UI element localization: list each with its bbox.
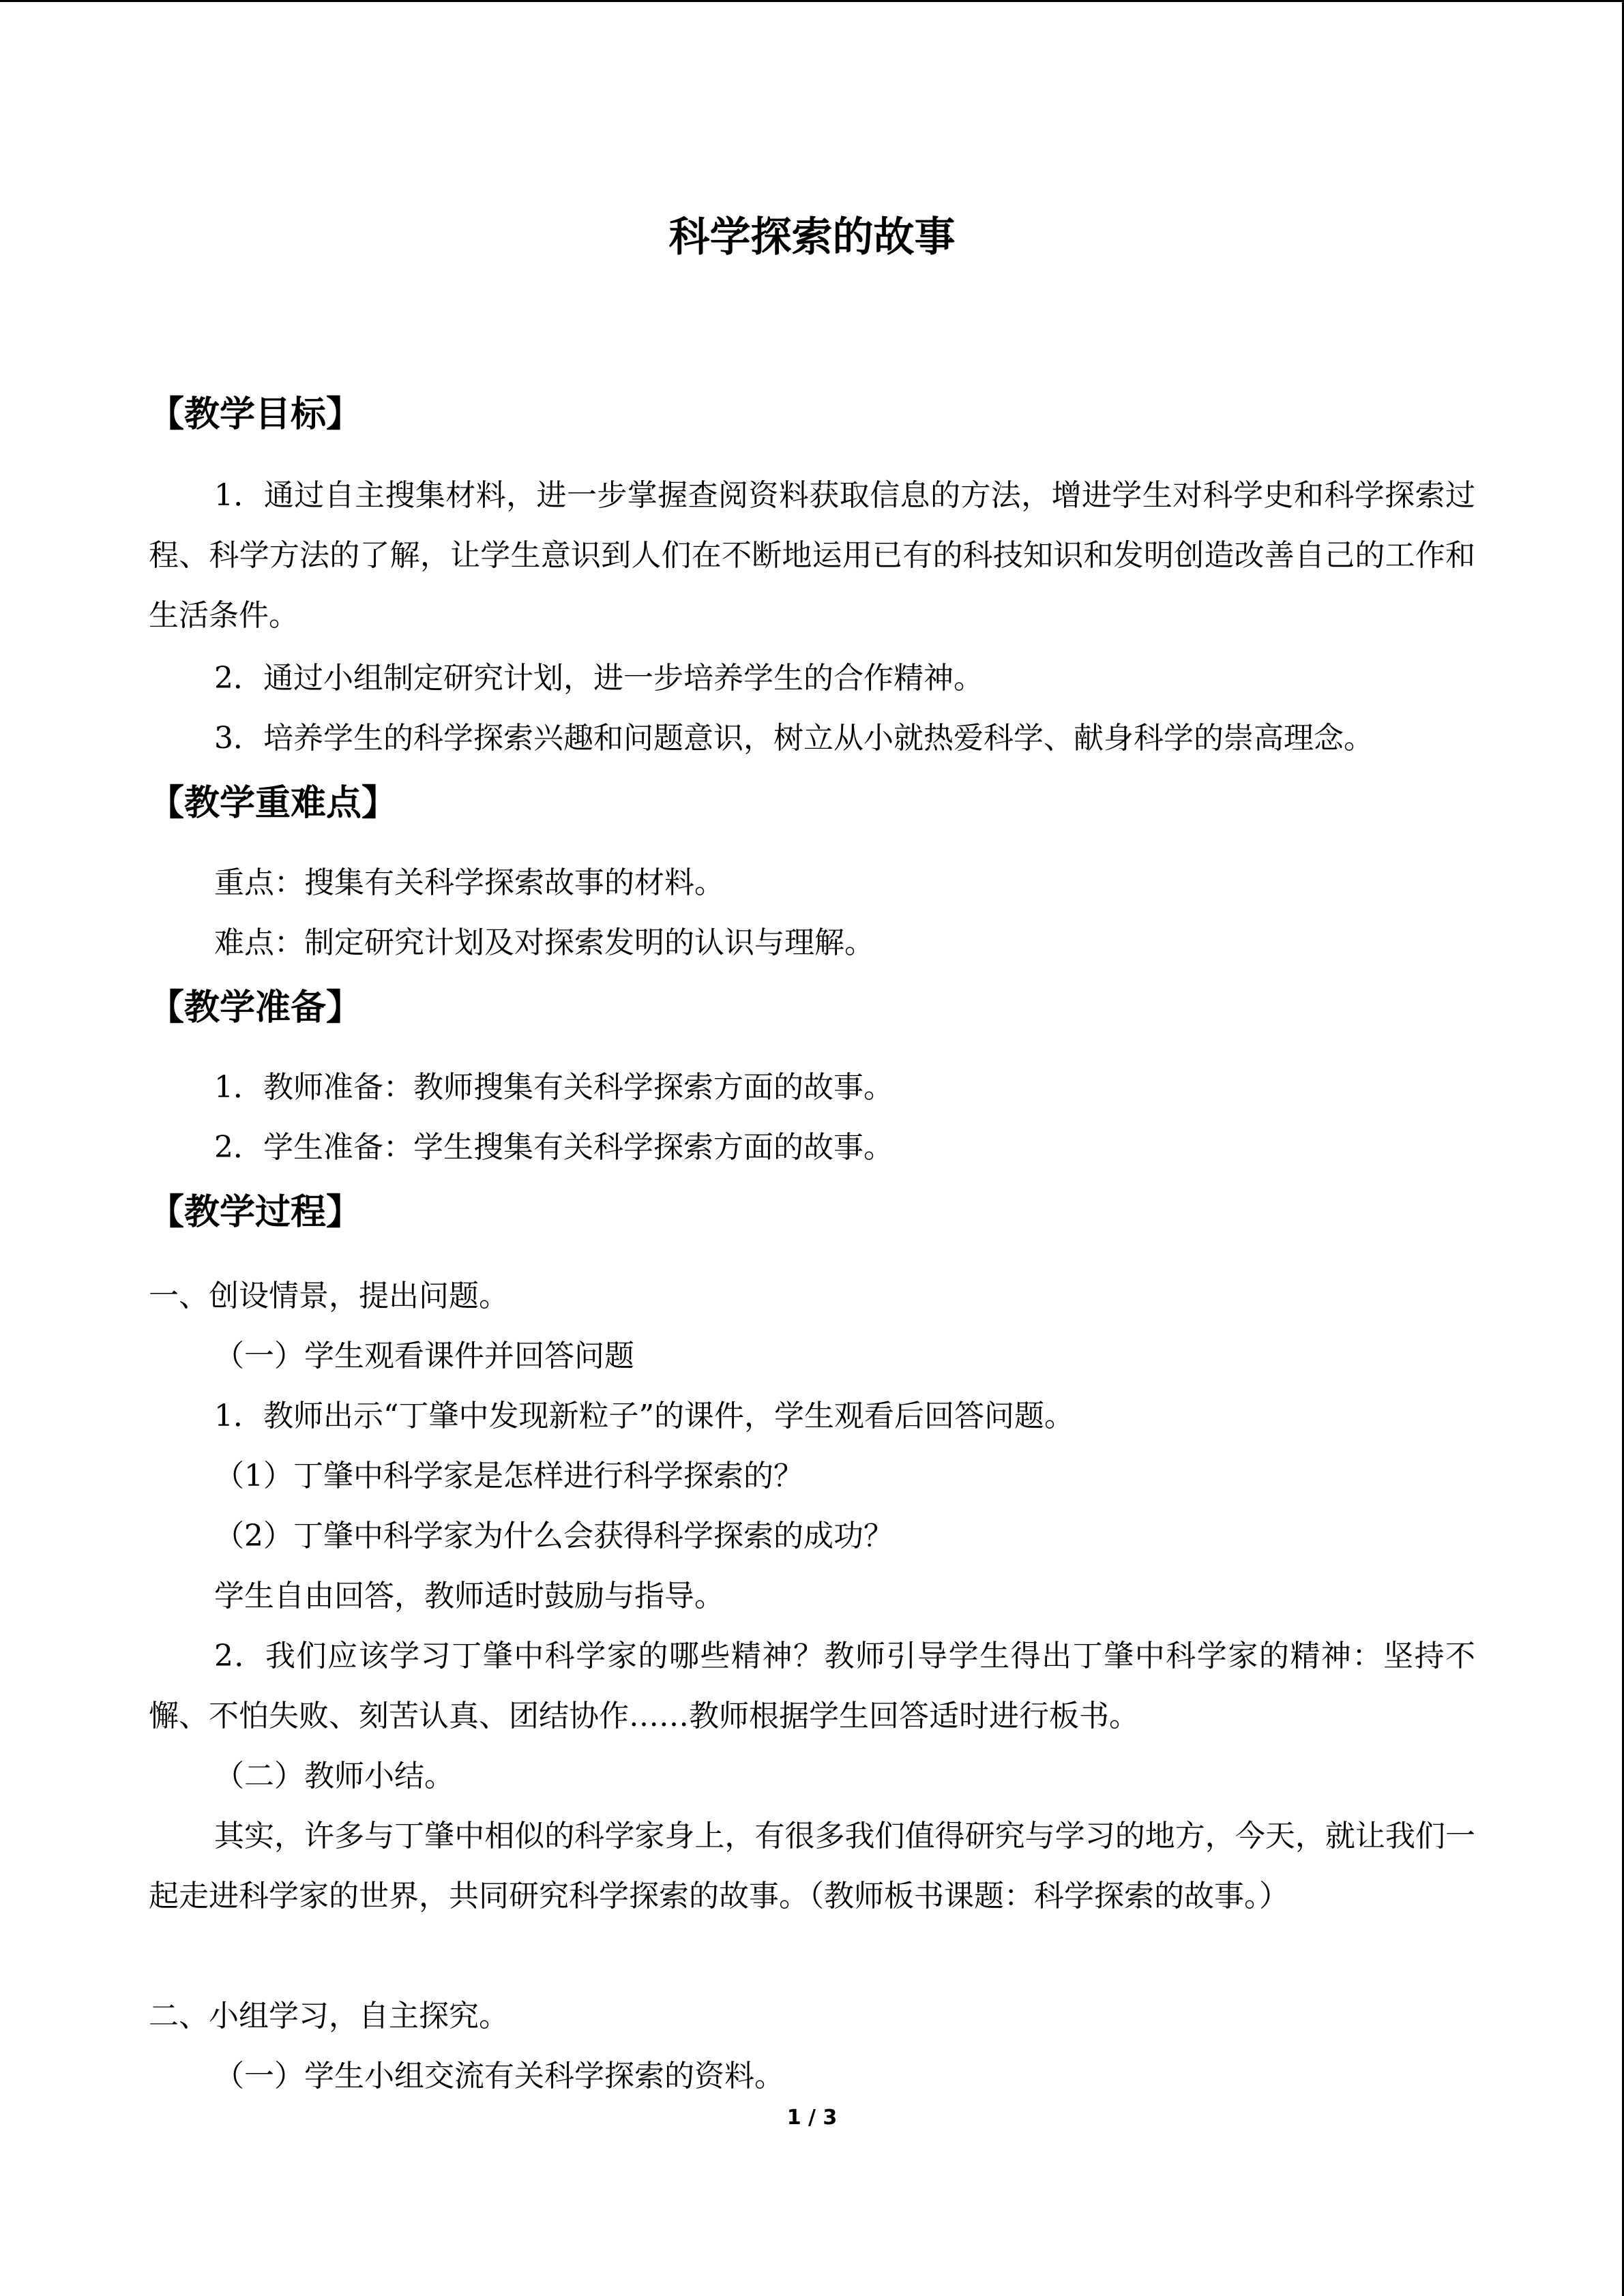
goal-item-1: 1．通过自主搜集材料，进一步掌握查阅资料获取信息的方法，增进学生对科学史和科学探索过程、科学方法的了解，让学生意识到人们在不断地运用已有的科技知识和发明创造改善自己的工作和生活条件。 [149,478,1475,633]
key-point-difficulty: 难点：制定研究计划及对探索发明的认识与理解。 [214,925,874,960]
process-summary: 其实，许多与丁肇中相似的科学家身上，有很多我们值得研究与学习的地方，今天，就让我们一起走进科学家的世界，共同研究科学探索的故事。（教师板书课题：科学探索的故事。） [149,1819,1475,1913]
document-title: 科学探索的故事 [668,213,956,261]
process-step-1: 一、创设情景，提出问题。 [149,1279,509,1313]
process-item-2: 2．我们应该学习丁肇中科学家的哪些精神？教师引导学生得出丁肇中科学家的精神：坚持不懈、不怕失败、刻苦认真、团结协作……教师根据学生回答适时进行板书。 [149,1639,1475,1733]
process-sub-1: （一）学生观看课件并回答问题 [214,1339,634,1373]
preparation-student: 2．学生准备：学生搜集有关科学探索方面的故事。 [214,1130,894,1165]
process-question-1: （1）丁肇中科学家是怎样进行科学探索的？ [214,1459,803,1493]
process-student-answer: 学生自由回答，教师适时鼓励与指导。 [214,1579,724,1613]
goal-item-2: 2．通过小组制定研究计划，进一步培养学生的合作精神。 [214,661,984,696]
goal-item-3: 3．培养学生的科学探索兴趣和问题意识，树立从小就热爱科学、献身科学的崇高理念。 [214,721,1374,756]
process-step-2: 二、小组学习，自主探究。 [149,1999,509,2033]
section-heading-preparation: 【教学准备】 [149,987,362,1028]
key-point-focus: 重点：搜集有关科学探索故事的材料。 [214,865,724,900]
preparation-teacher: 1．教师准备：教师搜集有关科学探索方面的故事。 [214,1070,894,1105]
process-question-2: （2）丁肇中科学家为什么会获得科学探索的成功？ [214,1519,894,1553]
section-heading-goals: 【教学目标】 [149,394,362,435]
process-sub-3: （一）学生小组交流有关科学探索的资料。 [214,2059,784,2093]
page-number: 1 / 3 [786,2106,838,2130]
process-item-1: 1．教师出示“丁肇中发现新粒子”的课件，学生观看后回答问题。 [214,1399,1074,1433]
section-heading-process: 【教学过程】 [149,1192,362,1233]
section-heading-key-points: 【教学重难点】 [149,783,398,824]
process-sub-2: （二）教师小结。 [214,1759,454,1793]
